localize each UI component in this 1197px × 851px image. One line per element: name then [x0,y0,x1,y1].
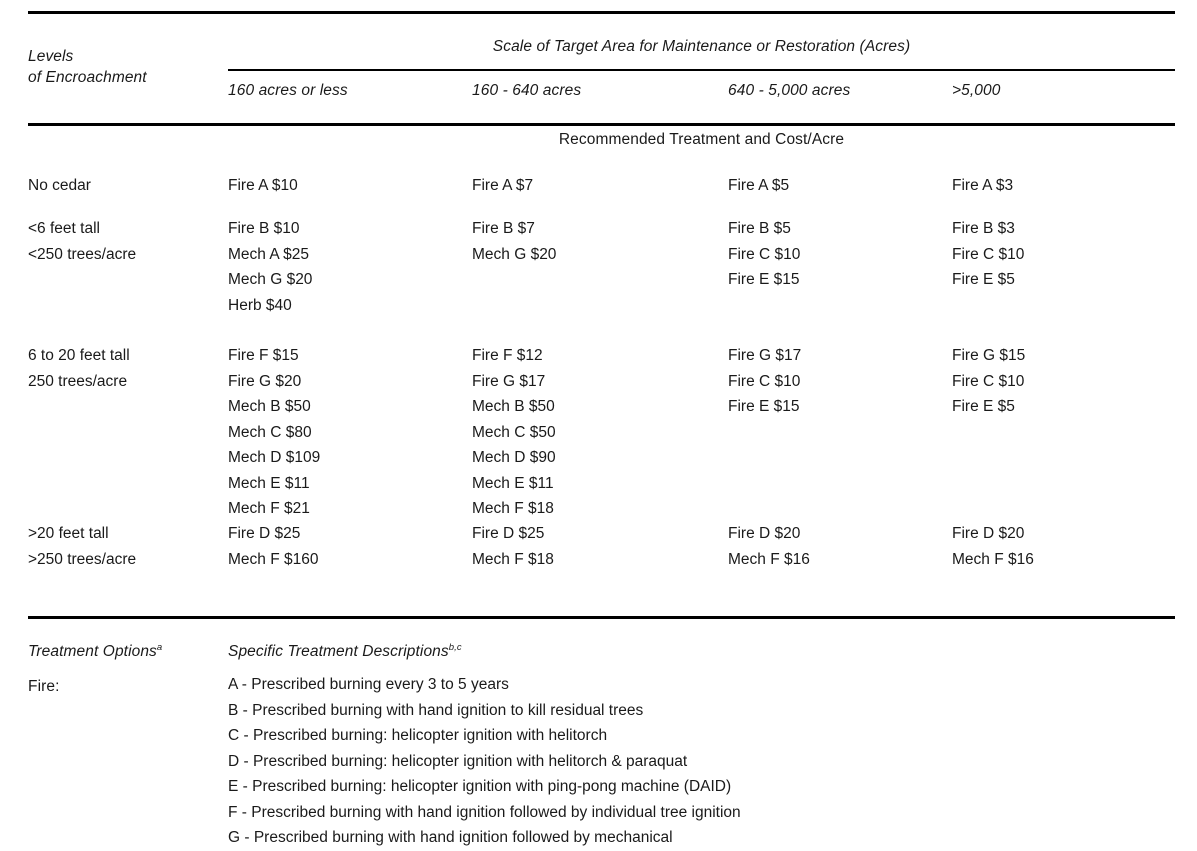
text-line: Fire D $20 [952,525,1025,542]
text-line: D - Prescribed burning: helicopter ignition with helitorch & paraquat [228,752,688,770]
text-line: Fire G $17 [728,347,802,364]
row-cell [728,173,789,199]
text-line: Fire D $25 [472,525,545,542]
text-line: Mech D $109 [228,449,321,466]
span-header-rule [228,69,1175,71]
text-line: <6 feet tall [28,220,100,237]
text-line: Fire C $10 [952,372,1025,390]
text-line: Fire A $10 [228,177,298,194]
row-cell [952,173,1013,199]
text-line: Mech G $20 [472,245,557,263]
text-line: Fire A $5 [728,177,790,194]
column-header-2: 160 - 640 acres [472,82,582,99]
text-line: Fire D $25 [228,525,301,542]
text-line: Fire E $15 [728,398,800,415]
row-stub [28,216,136,267]
legend-options-header-superscript: a [156,641,163,653]
row-cell [472,521,554,572]
legend-descriptions-header-superscript: b,c [448,641,462,653]
span-header: Scale of Target Area for Maintenance or Restoration (Acres) [492,38,911,55]
text-line: Mech F $160 [228,550,319,568]
row-cell [952,216,1024,293]
row-cell [472,173,533,199]
table-bottom-rule [28,616,1175,619]
row-stub [28,343,130,394]
text-line: Fire E $5 [952,271,1015,288]
legend-item-list [228,672,741,851]
row-cell [952,343,1025,420]
column-header-1: 160 acres or less [228,82,348,99]
legend-options-header [28,641,162,662]
sub-caption: Recommended Treatment and Cost/Acre [558,131,845,148]
text-line: Fire F $15 [228,347,299,364]
text-line: Fire E $5 [952,398,1015,415]
text-line: Mech E $11 [472,474,554,492]
text-line: Fire B $10 [228,220,300,237]
row-cell [728,343,801,420]
text-line: Fire B $5 [728,220,791,237]
legend-descriptions-header-text: Specific Treatment Descriptions [228,643,449,660]
text-line: Fire F $12 [472,347,543,364]
text-line: 6 to 20 feet tall [28,347,130,364]
row-cell [228,343,320,522]
stub-header-line2: of Encroachment [28,69,147,86]
text-line: C - Prescribed burning: helicopter ignition with helitorch [228,727,608,744]
text-line: Fire A $7 [472,177,534,194]
text-line: Fire B $3 [952,220,1015,237]
text-line: Mech F $18 [472,550,554,568]
table-top-rule [28,11,1175,14]
text-line: <250 trees/acre [28,245,137,263]
text-line: No cedar [28,177,91,194]
text-line: Fire C $10 [952,245,1025,263]
row-cell [952,521,1034,572]
text-line: Mech F $16 [952,550,1034,568]
text-line: Fire G $20 [228,372,302,390]
row-cell [228,216,312,318]
text-line: Mech F $16 [728,550,810,568]
text-line: 250 trees/acre [28,372,128,390]
text-line: Mech B $50 [472,398,555,415]
text-line: Mech F $18 [472,500,554,517]
row-cell [728,521,810,572]
text-line: G - Prescribed burning with hand ignition followed by mechanical [228,829,673,846]
text-line: >20 feet tall [28,525,109,542]
text-line: Mech C $80 [228,423,312,441]
text-line: Mech A $25 [228,245,310,263]
text-line: Mech F $21 [228,500,310,517]
text-line: A - Prescribed burning every 3 to 5 years [228,676,509,693]
text-line: F - Prescribed burning with hand ignition followed by individual tree ignition [228,803,741,821]
text-line: Fire D $20 [728,525,801,542]
legend-group-label: Fire: [28,678,60,695]
text-line: Mech G $20 [228,271,313,288]
text-line: Fire G $17 [472,372,546,390]
text-line: E - Prescribed burning: helicopter ignition with ping-pong machine (DAID) [228,778,732,795]
row-cell [728,216,800,293]
row-cell [472,216,556,267]
text-line: Fire G $15 [952,347,1026,364]
header-bottom-rule [28,123,1175,126]
text-line: Mech B $50 [228,398,311,415]
row-cell [228,173,298,199]
text-line: Fire A $3 [952,177,1014,194]
text-line: Mech C $50 [472,423,556,441]
text-line: Mech D $90 [472,449,556,466]
text-line: Mech E $11 [228,474,310,492]
legend-options-header-text: Treatment Options [28,643,157,660]
legend-descriptions-header [228,641,462,662]
text-line: Fire B $7 [472,220,535,237]
row-cell [228,521,318,572]
row-stub [28,173,91,199]
text-line: Herb $40 [228,296,292,314]
text-line: >250 trees/acre [28,550,137,568]
column-header-3: 640 - 5,000 acres [728,82,851,99]
row-cell [472,343,556,522]
text-line: Fire C $10 [728,245,801,263]
text-line: Fire E $15 [728,271,800,288]
text-line: B - Prescribed burning with hand ignition to kill residual trees [228,701,644,719]
stub-header-line1: Levels [28,48,74,65]
column-header-4: >5,000 [952,82,1001,99]
row-stub [28,521,136,572]
stub-header [28,46,147,88]
text-line: Fire C $10 [728,372,801,390]
